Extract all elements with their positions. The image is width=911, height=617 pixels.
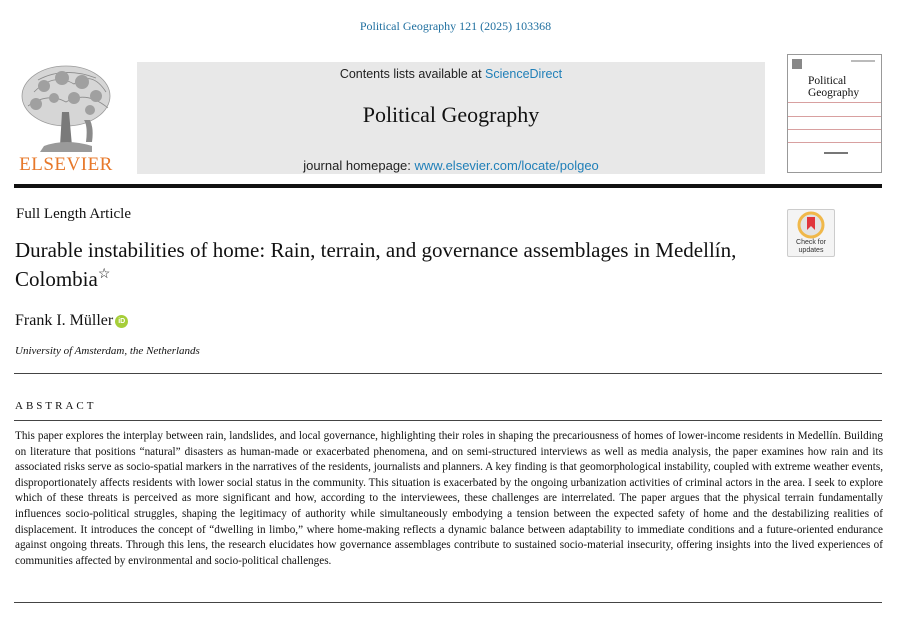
elsevier-tree-icon	[14, 62, 118, 154]
section-rule	[14, 373, 882, 374]
title-footnote-mark[interactable]: ☆	[97, 267, 111, 282]
author-affiliation: University of Amsterdam, the Netherlands	[15, 345, 200, 357]
abstract-top-rule	[14, 420, 882, 421]
homepage-link[interactable]: www.elsevier.com/locate/polgeo	[414, 158, 599, 173]
crossmark-label-line1: Check for	[796, 239, 826, 246]
cover-divider	[788, 129, 881, 130]
article-title	[15, 236, 785, 294]
cover-header-mark	[851, 60, 875, 62]
sciencedirect-link[interactable]: ScienceDirect	[485, 67, 563, 81]
cover-divider	[788, 116, 881, 117]
cover-logo-mark	[792, 59, 802, 69]
crossmark-label	[788, 239, 834, 254]
abstract-bottom-rule	[14, 602, 882, 603]
abstract-body: This paper explores the interplay between rain, landslides, and local governance, highlighting their roles in shaping the precariousness of homes of lower-income residents in Medellín. Building on literature that positions “natural” disasters as human-made or exacerbated phenomena, and on semi-structured interviews as well as media analysis, the paper examines how rain and its associated risks serve as socio-spatial markers in the narratives of the residents, journalists and planners. A key finding is that geomorphological instability, coupled with extreme weather events, disproportionately affects residents with lower social status in the community. This situation is exacerbated by the ongoing urbanization activities of criminal actors in the area. I seek to explore which of these threats is perceived as more significant and how, according to the interviewees, these challenges are interrelated. The paper argues that the physical terrain fundamentally influences socio-political struggles, shaping the legitimacy of authority while simultaneously embodying a tension between the expected safety of home and the destabilizing realities of displacement. It introduces the concept of “dwelling in limbo,” where home-making reflects a dynamic balance between adaptability to immediate conditions and a future-oriented endurance against ongoing threats. Through this lens, the research elucidates how governance assemblages contribute to sustained socio-material insecurity, offering insights into the lived experiences of communities affected by environmental and socio-political challenges.	[15, 430, 883, 567]
elsevier-wordmark: ELSEVIER	[19, 154, 113, 175]
cover-divider	[788, 142, 881, 143]
author-name-text[interactable]: Frank I. Müller	[15, 312, 114, 329]
homepage-prefix: journal homepage:	[303, 158, 415, 173]
cover-title	[808, 75, 859, 99]
elsevier-logo[interactable]	[14, 62, 118, 176]
orcid-icon[interactable]: iD	[115, 315, 128, 328]
contents-prefix: Contents lists available at	[339, 67, 486, 81]
check-for-updates-button[interactable]	[787, 209, 835, 257]
cover-footer-mark	[824, 152, 848, 154]
article-type: Full Length Article	[16, 206, 131, 222]
journal-cover-thumbnail[interactable]	[787, 54, 882, 173]
journal-title: Political Geography	[362, 102, 540, 127]
cover-divider	[788, 102, 881, 103]
cover-title-line2: Geography	[808, 87, 860, 99]
crossmark-icon	[788, 210, 834, 240]
journal-citation[interactable]: Political Geography 121 (2025) 103368	[359, 19, 552, 33]
abstract-heading: ABSTRACT	[15, 400, 97, 412]
author-name	[15, 312, 128, 330]
contents-availability	[137, 67, 765, 81]
journal-homepage	[137, 158, 765, 173]
article-title-text: Durable instabilities of home: Rain, terrain, and governance assemblages in Medellín, Colombia	[15, 238, 737, 291]
crossmark-label-line2: updates	[798, 246, 824, 254]
journal-banner	[137, 62, 765, 174]
cover-title-line1: Political	[808, 75, 847, 87]
header-rule	[14, 184, 882, 188]
